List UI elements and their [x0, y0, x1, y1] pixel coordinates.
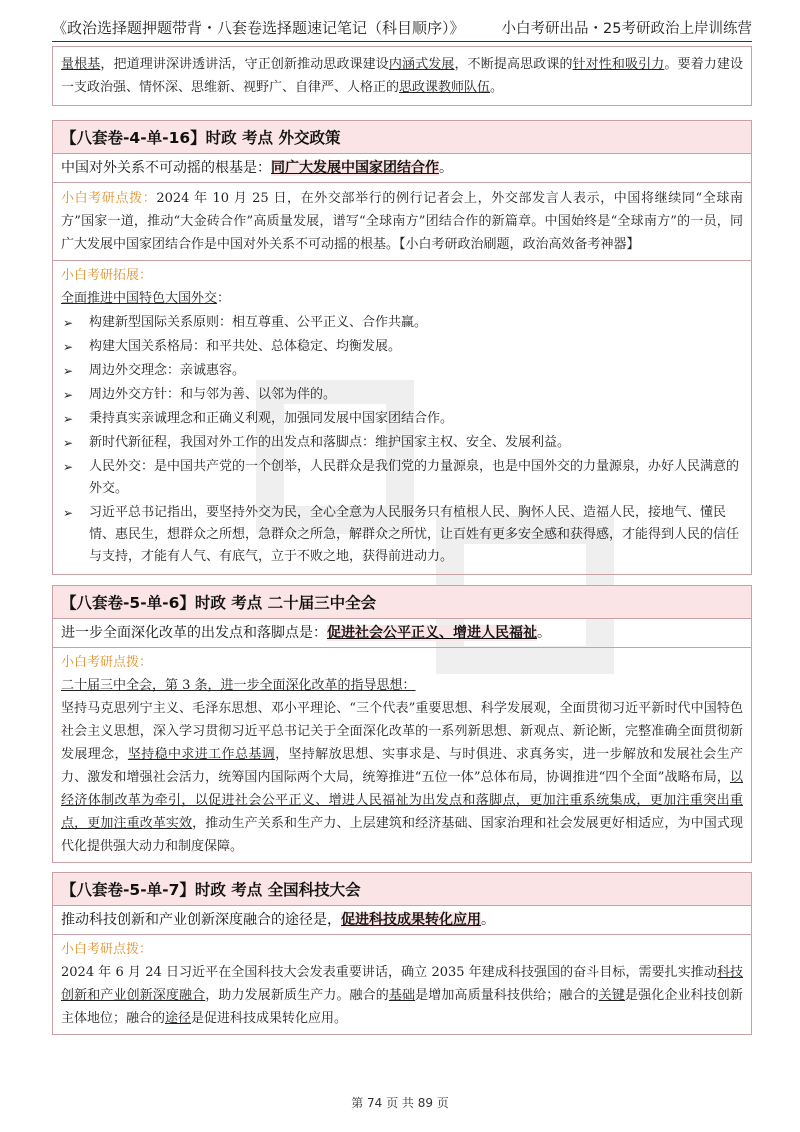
question-card-3 — [52, 872, 752, 1035]
question-card-2 — [52, 585, 752, 863]
underlined-term: 科技创新和产业创新深度融合 — [61, 965, 743, 1003]
arrow-bullet-icon: ➢ — [63, 506, 74, 520]
arrow-bullet-icon: ➢ — [63, 412, 74, 426]
list-item: ➢ 新时代新征程，我国对外工作的出发点和落脚点：维护国家主权、安全、发展利益。 — [61, 432, 743, 454]
underlined-term: 针对性和吸引力 — [572, 57, 665, 72]
point-label: 小白考研点拨： — [61, 655, 153, 670]
list-item: ➢ 构建新型国际关系原则：相互尊重、公平正义、合作共赢。 — [61, 312, 743, 334]
question-stem — [53, 153, 751, 182]
stem-text: 推动科技创新和产业创新深度融合的途径是， — [61, 912, 341, 928]
underlined-term: 关键 — [598, 988, 625, 1003]
arrow-bullet-icon: ➢ — [63, 316, 74, 330]
stem-end: 。 — [537, 625, 551, 641]
answer-highlight: 促进社会公平正义、增进人民福祉 — [327, 625, 537, 641]
underlined-term: 内涵式发展 — [388, 57, 455, 72]
underlined-term: 基础 — [388, 988, 416, 1003]
point-text: 2024 年 10 月 25 日，在外交部举行的例行记者会上，外交部发言人表示，中国将继续同“全球南方”国家一道，推动“大金砖合作”高质量发展，谱写“全球南方”团结合作的新篇章。中国始终是“全球南方”的一员，同广大发展中国家团结合作是中国对外关系不可动摇的根基。 — [61, 191, 743, 252]
stem-end: 。 — [439, 160, 453, 176]
page-footer: 第 74 页 共 89 页 — [351, 1096, 449, 1110]
arrow-bullet-icon: ➢ — [63, 436, 74, 450]
underlined-term: 途径 — [165, 1011, 192, 1026]
list-item: ➢ 习近平总书记指出，要坚持外交为民，全心全意为人民服务只有植根人民、胸怀人民、造福人民，接地气、懂民情、惠民生，想群众之所想，急群众之所急，解群众之所忧，让百姓有更多安全感和获得感，才能得到人民的信任与支持，才能有人气、有底气，立于不败之地，获得前进动力。 — [61, 502, 743, 568]
extension-title: 全面推进中国特色大国外交 — [61, 291, 218, 306]
point-section — [53, 934, 751, 1034]
promo-tag: 【小白考研政治刷题，政治高效备考神器】 — [399, 237, 640, 252]
point-title: 二十届三中全会，第 3 条，进一步全面深化改革的指导思想： — [61, 678, 416, 693]
answer-highlight: 促进科技成果转化应用 — [341, 912, 481, 928]
question-card-1 — [52, 120, 752, 575]
question-stem — [53, 905, 751, 934]
question-stem — [53, 618, 751, 647]
point-body: 2024 年 6 月 24 日习近平在全国科技大会发表重要讲话，确立 2035 年建成科技强国的奋斗目标，需要扎实推动科技创新和产业创新深度融合，助力发展新质生产力。融合的基础是增加高质量科技供给；融合的关键是强化企业科技创新主体地位；融合的途径是促进科技成果转化应用。 — [61, 965, 743, 1026]
page-header — [52, 12, 752, 42]
stem-end: 。 — [481, 912, 495, 928]
point-body: 坚持马克思列宁主义、毛泽东思想、邓小平理论、“三个代表”重要思想、科学发展观，全面贯彻习近平新时代中国特色社会主义思想，深入学习贯彻习近平总书记关于全面深化改革的一系列新思想、新观点、新论断，完整准确全面贯彻新发展理念，坚持稳中求进工作总基调，坚持解放思想、实事求是、与时俱进、求真务实，进一步解放和发展社会生产力、激发和增强社会活力，统筹国内国际两个大局，统筹推进“五位一体”总体布局，协调推进“四个全面”战略布局，以经济体制改革为牵引，以促进社会公平正义、增进人民福祉为出发点和落脚点，更加注重系统集成，更加注重突出重点，更加注重改革实效，推动生产关系和生产力、上层建筑和经济基础、国家治理和社会发展更好相适应，为中国式现代化提供强大动力和制度保障。 — [61, 701, 743, 854]
continued-text — [53, 47, 751, 105]
answer-highlight: 同广大发展中国家团结合作 — [271, 160, 439, 176]
underlined-term: 量根基 — [61, 57, 101, 72]
list-item: ➢ 秉持真实亲诚理念和正确义利观，加强同发展中国家团结合作。 — [61, 408, 743, 430]
arrow-bullet-icon: ➢ — [63, 460, 74, 474]
continued-box — [52, 46, 752, 106]
question-title: 【八套卷-4-单-16】时政 考点 外交政策 — [53, 121, 751, 153]
extension-label: 小白考研拓展： — [61, 268, 153, 283]
point-label: 小白考研点拨： — [61, 191, 157, 206]
text-run: 。 — [490, 80, 504, 95]
underlined-term: 思政课教师队伍 — [399, 80, 491, 95]
extension-title-end: ： — [217, 291, 231, 306]
point-section — [53, 647, 751, 862]
arrow-bullet-icon: ➢ — [63, 340, 74, 354]
point-label: 小白考研点拨： — [61, 942, 153, 957]
underlined-term: 坚持稳中求进工作总基调 — [127, 747, 276, 762]
arrow-bullet-icon: ➢ — [63, 388, 74, 402]
text-run: ，把道理讲深讲透讲活，守正创新推动思政课建设 — [100, 57, 389, 72]
list-item: ➢ 周边外交方针：和与邻为善、以邻为伴的。 — [61, 384, 743, 406]
text-run: 。要着力建设一支政治强、情怀深、思维新、视野广、自律严、人格正的 — [61, 57, 743, 95]
bullet-list — [61, 312, 743, 568]
point-section — [53, 182, 751, 260]
list-item: ➢ 构建大国关系格局：和平共处、总体稳定、均衡发展。 — [61, 336, 743, 358]
header-brand: 小白考研出品・25考研政治上岸训练营 — [501, 21, 752, 37]
question-title: 【八套卷-5-单-7】时政 考点 全国科技大会 — [53, 873, 751, 905]
text-run: ，不断提高思政课的 — [454, 57, 573, 72]
extension-section — [53, 260, 751, 574]
stem-text: 进一步全面深化改革的出发点和落脚点是： — [61, 625, 327, 641]
list-item: ➢ 周边外交理念：亲诚惠容。 — [61, 360, 743, 382]
arrow-bullet-icon: ➢ — [63, 364, 74, 378]
underlined-term: 以经济体制改革为牵引，以促进社会公平正义、增进人民福祉为出发点和落脚点，更加注重系统集成，更加注重突出重点，更加注重改革实效 — [61, 770, 743, 831]
stem-text: 中国对外关系不可动摇的根基是： — [61, 160, 271, 176]
list-item: ➢ 人民外交：是中国共产党的一个创举，人民群众是我们党的力量源泉，也是中国外交的力量源泉，办好人民满意的外交。 — [61, 456, 743, 500]
question-title: 【八套卷-5-单-6】时政 考点 二十届三中全会 — [53, 586, 751, 618]
header-title: 《政治选择题押题带背・八套卷选择题速记笔记（科目顺序）》 — [52, 19, 465, 37]
